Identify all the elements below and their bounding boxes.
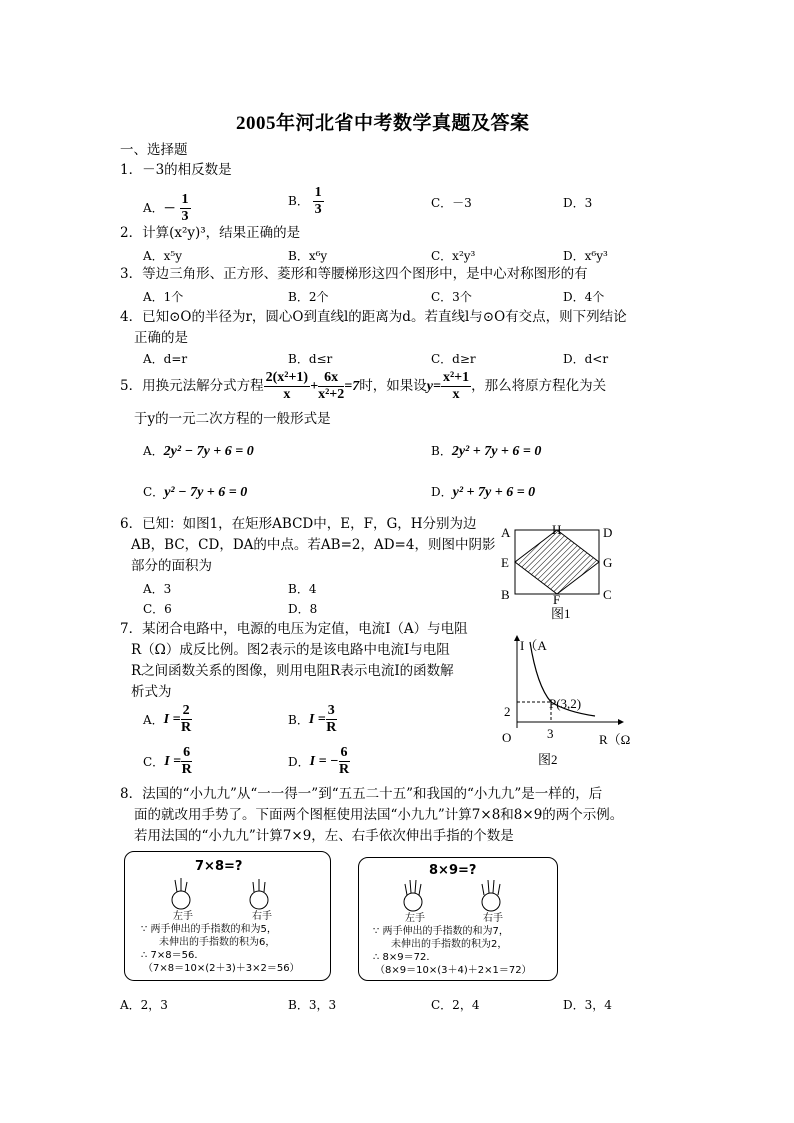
q7-c-den: R xyxy=(181,762,192,777)
q4-option-d: D．d<r xyxy=(563,352,609,366)
q5-stem-post: ，那么将原方程化为关 xyxy=(471,378,607,394)
q1-b-fraction xyxy=(313,185,324,218)
q1-option-c: C．－3 xyxy=(431,196,472,210)
box2-left-label: 左手 xyxy=(405,913,425,924)
q7-c-prefix: C． xyxy=(143,755,165,769)
q7-d-den: R xyxy=(338,762,350,777)
q1-b-prefix: B． xyxy=(288,194,309,208)
q5-eq-f2-num: 6x xyxy=(318,370,344,387)
q5-sub-num: x²+1 xyxy=(442,370,470,385)
q5-c-expr: y² − 7y + 6 = 0 xyxy=(164,485,248,500)
q7-d-num: 6 xyxy=(340,745,348,760)
box1-left-hand-icon xyxy=(172,878,190,909)
box2-hands-illustration xyxy=(399,878,509,914)
q4-stem-line1: 4．已知⊙O的半径为r，圆心O到直线l的距离为d。若直线l与⊙O有交点，则下列结论 xyxy=(120,309,627,325)
q7-stem-line1: 7．某闭合电路中，电源的电压为定值，电流I（A）与电阻 xyxy=(120,621,468,637)
q4-option-a: A．d=r xyxy=(143,352,188,366)
box2-left-hand-icon xyxy=(404,880,422,911)
q5-eq-f1-num: 2(x²+1) xyxy=(265,370,309,385)
fig2-point-label: P(3,2) xyxy=(549,696,582,711)
q8-stem-line2: 面的就改用手势了。下面两个图框使用法国“小九九”计算7×8和8×9的两个示例。 xyxy=(134,807,624,823)
q2-option-c: C．x²y³ xyxy=(431,249,476,263)
q2-option-a: A．x⁵y xyxy=(143,249,183,263)
box1-line4: （7×8＝10×(2＋3)＋3×2＝56） xyxy=(143,963,300,974)
q1-stem: 1．－3的相反数是 xyxy=(120,162,232,178)
q2-option-b: B．x⁶y xyxy=(288,249,328,263)
q5-eq-plus: + xyxy=(310,379,319,394)
q8-option-c: C．2，4 xyxy=(431,998,480,1012)
fig1-shaded-rhombus xyxy=(515,530,599,594)
q7-stem-line3: R之间函数关系的图像，则用电阻R表示电流I的函数解 xyxy=(131,663,454,679)
q6-stem-line1: 6．已知：如图1，在矩形ABCD中，E，F，G，H分别为边 xyxy=(120,516,477,532)
q7-c-lhs: I = xyxy=(164,753,182,769)
box1-line1: ∵ 两手伸出的手指数的和为5， xyxy=(141,924,277,935)
q3-option-c: C．3个 xyxy=(431,290,472,304)
q7-stem-line4: 析式为 xyxy=(131,684,172,700)
box1-hands-illustration xyxy=(167,876,277,912)
q6-option-b: B．4 xyxy=(288,582,317,596)
q7-b-lhs: I = xyxy=(308,711,326,727)
fig1-label-f: F xyxy=(553,592,561,607)
q5-a-expr: 2y² − 7y + 6 = 0 xyxy=(163,444,254,459)
q5-sub-frac xyxy=(441,370,471,403)
q5-d-expr: y² + 7y + 6 = 0 xyxy=(452,485,536,500)
q8-option-b: B．3，3 xyxy=(288,998,337,1012)
fig2-origin: O xyxy=(502,730,512,745)
q3-option-b: B．2个 xyxy=(288,290,329,304)
q5-stem-line1 xyxy=(120,370,606,403)
q4-option-c: C．d≥r xyxy=(431,352,476,366)
q5-option-d xyxy=(431,483,535,501)
box1-title: 7×8=? xyxy=(195,859,243,874)
q7-b-den: R xyxy=(326,720,337,735)
q1-option-a: A．－ $\frac{1}{3}$ xyxy=(143,192,189,224)
q5-sub-den: x xyxy=(452,387,460,402)
q5-option-c xyxy=(143,483,247,501)
box2-line3: ∴ 8×9＝72． xyxy=(373,952,437,963)
q8-stem-line3: 若用法国的“小九九”计算7×9，左、右手依次伸出手指的个数是 xyxy=(134,828,514,844)
q7-d-prefix: D． xyxy=(288,755,310,769)
q7-a-den: R xyxy=(181,720,192,735)
q5-stem-mid: 时，如果设 xyxy=(359,378,427,394)
section-heading: 一、选择题 xyxy=(120,142,188,158)
box2-line2: 未伸出的手指数的积为2， xyxy=(391,939,508,950)
q7-d-fraction xyxy=(339,745,350,778)
q1-b-num: 1 xyxy=(314,185,322,200)
q7-c-fraction xyxy=(181,745,192,778)
q7-b-prefix: B． xyxy=(288,713,309,727)
q7-option-a xyxy=(143,703,192,736)
q8-option-a: A．2，3 xyxy=(120,998,168,1012)
q1-option-b xyxy=(288,185,324,218)
q5-b-expr: 2y² + 7y + 6 = 0 xyxy=(451,444,542,459)
fig2-caption: 图2 xyxy=(538,752,558,767)
figure-1-rectangle xyxy=(495,520,625,625)
box2-line4: （8×9＝10×(3＋4)＋2×1＝72） xyxy=(375,965,532,976)
q7-a-num: 2 xyxy=(182,703,190,718)
box1-right-hand-icon xyxy=(250,879,268,909)
q4-option-b: B．d≤r xyxy=(288,352,333,366)
q1-a-den: 3 xyxy=(181,209,189,224)
fig1-label-b: B xyxy=(501,587,510,602)
page-title: 2005年河北省中考数学真题及答案 xyxy=(236,113,530,134)
q2-stem: 2．计算(x²y)³，结果正确的是 xyxy=(120,225,301,241)
q4-stem-line2: 正确的是 xyxy=(134,330,188,346)
q3-option-d: D．4个 xyxy=(563,290,605,304)
q5-b-prefix: B． xyxy=(431,444,452,458)
q3-stem: 3．等边三角形、正方形、菱形和等腰梯形这四个图形中，是中心对称图形的有 xyxy=(120,266,588,282)
q7-option-d xyxy=(288,745,350,778)
q6-stem-line2: AB，BC，CD，DA的中点。若AB=2，AD=4，则图中阴影 xyxy=(131,537,496,553)
q7-a-prefix: A． xyxy=(143,713,164,727)
q7-a-lhs: I = xyxy=(163,711,181,727)
fig2-x-label: R（Ω xyxy=(599,732,631,747)
box2-right-label: 右手 xyxy=(483,913,503,924)
q7-d-lhs: I = − xyxy=(309,753,339,769)
box2-right-hand-icon xyxy=(482,880,500,911)
q5-d-prefix: D． xyxy=(431,485,453,499)
q7-b-fraction xyxy=(326,703,337,736)
q1-option-d: D．3 xyxy=(563,196,593,210)
box1-right-label: 右手 xyxy=(252,911,272,922)
figure-2-graph xyxy=(495,630,645,770)
q6-option-a: A．3 xyxy=(143,582,172,596)
q5-a-prefix: A． xyxy=(143,444,164,458)
fig2-y-label: I（A xyxy=(520,638,547,653)
q7-b-num: 3 xyxy=(327,703,335,718)
fig2-tick-x: 3 xyxy=(547,726,554,741)
fig1-label-c: C xyxy=(603,587,612,602)
q5-option-a xyxy=(143,442,254,460)
fig1-label-e: E xyxy=(501,555,509,570)
q8-option-d: D．3，4 xyxy=(563,998,612,1012)
box1-line2: 未伸出的手指数的积为6， xyxy=(159,937,276,948)
fig1-label-a: A xyxy=(501,525,511,540)
q5-eq-f2-den: x²+2 xyxy=(318,387,345,402)
box2-line1: ∵ 两手伸出的手指数的和为7， xyxy=(373,926,509,937)
q5-sub-lhs: y= xyxy=(426,379,441,394)
fig2-tick-y: 2 xyxy=(504,704,511,719)
q8-example-box-2 xyxy=(358,857,558,981)
q8-example-box-1 xyxy=(124,851,331,981)
q6-stem-line3: 部分的面积为 xyxy=(131,558,212,574)
q5-eq-frac2 xyxy=(318,370,344,403)
q1-a-fraction xyxy=(180,192,191,225)
q5-eq-frac1 xyxy=(264,370,311,403)
q7-option-c xyxy=(143,745,192,778)
q8-stem-line1: 8．法国的“小九九”从“一一得一”到“五五二十五”和我国的“小九九”是一样的，后 xyxy=(120,786,603,802)
q5-eq-rhs: =7 xyxy=(344,379,360,394)
q5-stem-pre: 5．用换元法解分式方程 xyxy=(120,378,264,394)
fig1-caption: 图1 xyxy=(551,606,571,621)
q6-option-d: D．8 xyxy=(288,602,318,616)
box1-left-label: 左手 xyxy=(173,911,193,922)
q1-a-num: 1 xyxy=(181,192,189,207)
q7-stem-line2: R（Ω）成反比例。图2表示的是该电路中电流I与电阻 xyxy=(131,642,450,658)
q7-a-fraction xyxy=(181,703,192,736)
q3-option-a: A．1个 xyxy=(143,290,184,304)
box1-line3: ∴ 7×8＝56． xyxy=(141,950,205,961)
fig1-label-d: D xyxy=(603,525,613,540)
q1-b-den: 3 xyxy=(314,202,322,217)
fig1-label-g: G xyxy=(603,555,613,570)
q2-option-d: D．x⁶y³ xyxy=(563,249,608,263)
q7-option-b xyxy=(288,703,337,736)
box2-title: 8×9=? xyxy=(429,863,477,878)
q5-stem-line2: 于y的一元二次方程的一般形式是 xyxy=(134,411,331,427)
q5-option-b xyxy=(431,442,541,460)
q5-c-prefix: C． xyxy=(143,485,165,499)
fig1-label-h: H xyxy=(552,522,562,537)
q7-c-num: 6 xyxy=(183,745,191,760)
q6-option-c: C．6 xyxy=(143,602,172,616)
q5-eq-f1-den: x xyxy=(283,387,291,402)
q1-a-prefix: A． xyxy=(143,201,164,215)
